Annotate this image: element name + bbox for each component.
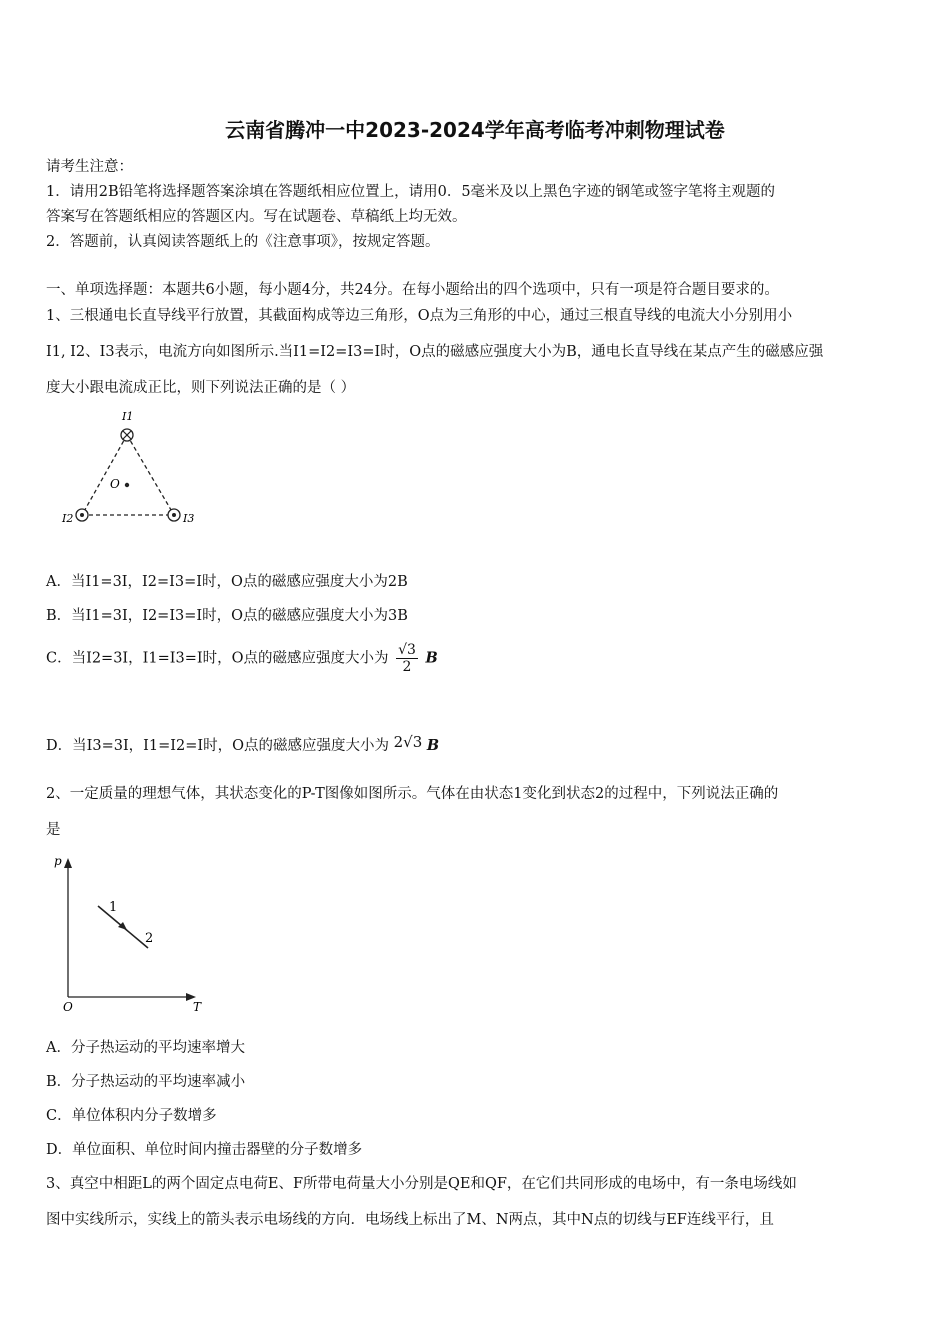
q1-option-d-value: 2√3 (393, 733, 423, 751)
label-o: O (110, 477, 120, 491)
q2-stem-line-1: 2、一定质量的理想气体，其状态变化的P-T图像如图所示。气体在由状态1变化到状态2的过程中，下列说法正确的 (46, 786, 779, 802)
exam-title: 云南省腾冲一中2023-2024学年高考临考冲刺物理试卷 (225, 118, 725, 142)
q1-stem-line-2: I1, I2、I3表示，电流方向如图所示.当I1=I2=I3=I时，O点的磁感应强度大小为B，通电长直导线在某点产生的磁感应强 (46, 344, 824, 360)
fraction-denominator: 2 (402, 659, 412, 675)
section-1-heading: 一、单项选择题：本题共6小题，每小题4分，共24分。在每小题给出的四个选项中，只有一项是符合题目要求的。 (46, 282, 779, 298)
q2-option-b: B．分子热运动的平均速率减小 (46, 1074, 246, 1090)
fraction-numerator: √3 (398, 642, 416, 658)
q1-stem-line-1: 1、三根通电长直导线平行放置，其截面构成等边三角形，O点为三角形的中心，通过三根直导线的电流大小分别用小 (46, 308, 793, 324)
fraction-sqrt3-over-2 (396, 642, 418, 675)
notice-line-1a: 1．请用2B铅笔将选择题答案涂填在答题纸相应位置上，请用0．5毫米及以上黑色字迹的钢笔或签字笔将主观题的 (46, 184, 776, 200)
q1-option-c-unit: B (425, 649, 438, 667)
y-axis-label: p (54, 854, 62, 868)
q1-option-a: A．当I1=3I，I2=I3=I时，O点的磁感应强度大小为2B (46, 574, 408, 590)
notice-heading: 请考生注意： (46, 159, 133, 175)
state-2-label: 2 (145, 931, 154, 946)
q1-option-d-text: D．当I3=3I，I1=I2=I时，O点的磁感应强度大小为 (46, 738, 390, 754)
x-axis-label: T (193, 1000, 202, 1013)
label-i2: I2 (62, 512, 74, 525)
label-i3: I3 (183, 512, 195, 525)
current-into-page-icon (121, 429, 133, 441)
q1-option-d (46, 733, 439, 755)
q3-stem-line-2: 图中实线所示，实线上的箭头表示电场线的方向．电场线上标出了M、N两点，其中N点的切线与EF连线平行，且 (46, 1212, 774, 1228)
notice-line-2: 2．答题前，认真阅读答题纸上的《注意事项》，按规定答题。 (46, 234, 440, 250)
triangle-edge-right (127, 435, 174, 515)
y-axis-arrow-icon (64, 858, 72, 868)
state-1-label: 1 (109, 900, 118, 915)
label-i1: I1 (122, 410, 134, 423)
q3-stem-line-1: 3、真空中相距L的两个固定点电荷E、F所带电荷量大小分别是QE和QF，在它们共同形成的电场中，有一条电场线如 (46, 1176, 797, 1192)
q1-stem-line-3: 度大小跟电流成正比，则下列说法正确的是（ ） (46, 380, 356, 396)
q2-option-d: D．单位面积、单位时间内撞击器壁的分子数增多 (46, 1142, 363, 1158)
triangle-edge-left (82, 435, 127, 515)
q2-stem-line-2: 是 (46, 822, 61, 838)
origin-label: O (63, 1000, 73, 1013)
q2-option-c: C．单位体积内分子数增多 (46, 1108, 217, 1124)
q1-option-c (46, 642, 438, 675)
q1-option-c-text: C．当I2=3I，I1=I3=I时，O点的磁感应强度大小为 (46, 650, 389, 667)
q2-option-a: A．分子热运动的平均速率增大 (46, 1040, 245, 1056)
current-out-of-page-icon (76, 509, 88, 521)
q2-pt-graph (48, 848, 218, 1013)
center-point-o (125, 483, 129, 487)
q1-option-d-unit: B (426, 737, 440, 754)
q1-triangle-figure (55, 405, 215, 535)
current-out-of-page-icon (168, 509, 180, 521)
notice-line-1b: 答案写在答题纸相应的答题区内。写在试题卷、草稿纸上均无效。 (46, 209, 467, 225)
q1-option-b: B．当I1=3I，I2=I3=I时，O点的磁感应强度大小为3B (46, 608, 408, 624)
